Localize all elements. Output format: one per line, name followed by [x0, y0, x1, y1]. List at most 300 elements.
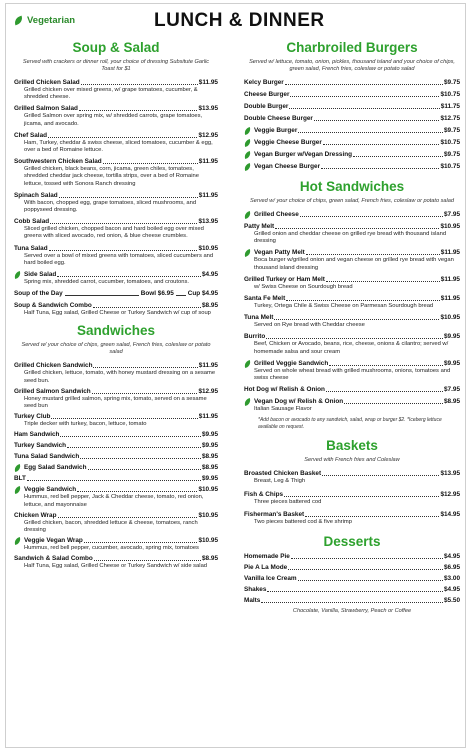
item-price: $10.95: [440, 314, 460, 322]
item-name-wrap: [244, 79, 284, 87]
item-price: $7.95: [444, 211, 460, 218]
item-price: $12.95: [198, 131, 218, 139]
leader-dots: [306, 254, 440, 255]
leader-dots: [266, 338, 443, 339]
leaf-icon: [243, 249, 252, 257]
item-name-wrap: [244, 360, 328, 368]
item-name: Tuna Salad Sandwich: [14, 453, 80, 461]
item-price: $10.95: [198, 511, 218, 519]
leader-dots: [267, 591, 443, 592]
leaf-icon: [243, 211, 252, 219]
menu-item: [244, 511, 460, 526]
item-price: $12.75: [440, 115, 460, 122]
leader-dots: [88, 469, 202, 470]
item-name-wrap: [244, 564, 287, 572]
item-name: Grilled Chicken Salad: [14, 79, 80, 86]
item-description: Served on whole wheat bread with grilled mushrooms, onions, tomatoes and swiss cheese: [254, 367, 451, 382]
section-soup-salad: [14, 40, 218, 317]
leader-dots: [290, 96, 439, 97]
section-desserts: [244, 534, 460, 615]
item-name-wrap: [14, 512, 57, 520]
menu-item: [244, 491, 460, 506]
item-price: $8.95: [202, 555, 218, 563]
item-price: $8.95: [202, 453, 218, 461]
menu-item: [14, 79, 218, 101]
item-description: Served on Rye bread with Cheddar cheese: [254, 322, 365, 329]
menu-item: [14, 475, 218, 483]
menu-item: [14, 464, 218, 472]
item-name-wrap: [14, 218, 49, 226]
item-description: With bacon, chopped egg, grape tomatoes, sliced mushrooms, and poppyseed dressing.: [24, 199, 197, 214]
menu-item: [244, 295, 460, 310]
leader-dots: [344, 403, 443, 404]
item-description: Italian Sausage Flavor: [254, 406, 312, 413]
item-name-wrap: [14, 192, 58, 200]
menu-item: [14, 271, 218, 286]
item-name-wrap: [244, 211, 299, 219]
item-description: Sliced grilled chicken, chopped bacon and hard boiled egg over mixed greens with sliced avocado, red onion, & blue cheese crumbles.: [24, 226, 204, 240]
section-burgers: [244, 40, 460, 171]
item-price: $11.95: [198, 362, 218, 370]
menu-item: [244, 470, 460, 485]
item-description: Half Tuna, Egg salad, Grilled Cheese or Turkey Sandwich w/ side salad: [24, 563, 208, 570]
item-price: $9.95: [202, 431, 218, 439]
item-price: $6.95: [444, 564, 460, 572]
item-name-wrap: [244, 127, 297, 135]
item-name-wrap: [14, 442, 66, 450]
leaf-icon: [13, 16, 24, 26]
menu-item: [244, 151, 460, 159]
leaf-icon: [243, 360, 252, 368]
bowl-label: Bowl: [140, 290, 156, 298]
item-name-wrap: [244, 491, 283, 499]
leaf-icon: [243, 398, 252, 406]
item-description: Grilled chicken, black beans, corn, jicama, green chiles, tomatoes, shredded cheddar jack cheese, tortilla strips, over a bed of Romaine lettuce, tossed with Sonora Ranch dressing: [24, 166, 199, 187]
item-name: Chicken Wrap: [14, 511, 57, 519]
leader-dots: [67, 447, 201, 448]
menu-item: [244, 115, 460, 123]
menu-item: [244, 586, 460, 594]
vegetarian-legend-label: Vegetarian: [27, 15, 76, 26]
leader-dots: [92, 393, 198, 394]
item-price: $5.50: [444, 597, 460, 605]
leader-dots: [81, 84, 198, 85]
item-name-wrap: [14, 537, 83, 545]
section-title: Hot Sandwiches: [299, 179, 405, 194]
item-name: Grilled Chicken Sandwich: [14, 362, 93, 370]
item-name-wrap: [244, 115, 313, 123]
item-price: $9.75: [444, 127, 460, 134]
leader-dots: [57, 276, 201, 277]
item-price: $11.95: [198, 79, 218, 86]
footnote: *Add bacon or avocado to any sandwich, salad, wrap or burger $2. *Iceberg lettuce available on request.: [258, 417, 442, 430]
leader-dots: [286, 300, 440, 301]
item-name-wrap: [14, 132, 47, 140]
menu-item: [14, 245, 218, 267]
section-note: Served w/ your choice of chips, green salad, French fries, coleslaw or potato salad: [21, 342, 211, 356]
item-name-wrap: [14, 464, 87, 472]
menu-item: [244, 360, 460, 382]
item-name: Sandwich & Salad Combo: [14, 555, 93, 563]
item-price: $12.95: [198, 387, 218, 395]
item-name: Southwestern Chicken Salad: [14, 158, 102, 166]
item-price: $9.95: [444, 359, 460, 367]
menu-item: [244, 398, 460, 413]
item-name-wrap: [244, 575, 297, 583]
leader-dots: [322, 475, 439, 476]
item-price: $10.75: [440, 163, 460, 170]
leader-dots: [285, 84, 443, 85]
item-description: Half Tuna, Egg salad, Grilled Cheese or Turkey Sandwich w/ cup of soup: [24, 310, 211, 317]
item-name-wrap: [244, 398, 343, 406]
item-name: Shakes: [244, 586, 267, 594]
section-note: Served w/ lettuce, tomato, onion, pickles, thousand island and your choice of chips, green salad, French fries, coleslaw or potato salad: [249, 59, 455, 72]
item-name: Vegan Cheese Burger: [254, 163, 321, 170]
section-sandwiches: [14, 323, 218, 570]
menu-item: [14, 431, 218, 439]
item-name-wrap: [244, 139, 322, 147]
item-name-wrap: [14, 105, 78, 113]
item-price: $8.95: [444, 398, 460, 406]
menu-item: [244, 127, 460, 135]
item-name: Ham Sandwich: [14, 431, 60, 439]
leader-dots: [49, 250, 198, 251]
item-name: Veggie Cheese Burger: [254, 139, 322, 146]
item-description: Grilled onion and cheddar cheese on grilled rye bread with thousand island dressing: [254, 231, 447, 245]
soup-of-day: [14, 290, 218, 298]
item-name: Burrito: [244, 333, 266, 341]
item-price: $7.95: [444, 386, 460, 394]
leader-dots: [298, 580, 443, 581]
item-description: Grilled chicken, lettuce, tomato, with honey mustard dressing on a sesame seed bun.: [24, 370, 216, 384]
item-name-wrap: [244, 333, 265, 341]
item-name: Homemade Pie: [244, 553, 290, 561]
item-name: Veggie Sandwich: [24, 486, 77, 494]
leader-dots: [93, 367, 197, 368]
leaf-icon: [243, 151, 252, 159]
item-name-wrap: [244, 276, 325, 284]
leader-dots: [58, 517, 198, 518]
section-hot-sandwiches: [244, 179, 460, 430]
item-name-wrap: [244, 511, 304, 519]
item-name-wrap: [244, 103, 288, 111]
menu-item: [14, 362, 218, 384]
item-description: Turkey, Ortega Chile & Swiss Cheese on Parmesan Sourdough bread: [254, 303, 434, 310]
item-name: Cheese Burger: [244, 91, 290, 98]
item-description: Grilled chicken over mixed greens, w/ grape tomatoes, cucumber, & shredded cheese.: [24, 87, 198, 101]
menu-item: [14, 192, 218, 214]
item-name-wrap: [244, 91, 289, 99]
menu-item: [244, 553, 460, 561]
item-name: Fish & Chips: [244, 490, 284, 498]
item-name: BLT: [14, 475, 26, 483]
item-description: Breast, Leg & Thigh: [254, 478, 306, 485]
item-name: Grilled Veggie Sandwich: [254, 359, 329, 367]
item-name: Grilled Cheese: [254, 211, 299, 218]
leader-dots: [298, 132, 443, 133]
section-title: Baskets: [326, 438, 378, 454]
item-price: $14.95: [440, 510, 460, 518]
section-note: Served with French fries and Coleslaw: [304, 457, 400, 464]
item-name: Double Burger: [244, 103, 289, 110]
item-price: $10.95: [198, 537, 218, 545]
menu-item: [244, 386, 460, 394]
item-name: Patty Melt: [244, 223, 275, 230]
item-price: $4.95: [444, 553, 460, 561]
item-price: $11.95: [198, 158, 218, 166]
item-name-wrap: [14, 453, 79, 461]
menu-item: [14, 218, 218, 240]
item-name-wrap: [244, 223, 274, 231]
item-name: Grilled Salmon Salad: [14, 105, 78, 113]
item-name: Vegan Dog w/ Relish & Onion: [254, 398, 344, 406]
menu-item: [244, 597, 460, 605]
item-name-wrap: [14, 158, 102, 166]
item-name: Grilled Salmon Sandwich: [14, 387, 91, 395]
menu-item: [244, 91, 460, 99]
item-price: $11.95: [198, 413, 218, 421]
item-name: Soup & Sandwich Combo: [14, 302, 92, 310]
leader-dots: [288, 569, 443, 570]
item-description: Beef, Chicken or Avocado, beans, rice, cheese, onions & cilantro; served w/ homemade salsa and sour cream: [254, 341, 449, 355]
item-name: Tuna Salad: [14, 244, 48, 252]
item-name: Vanilla Ice Cream: [244, 575, 297, 583]
leader-dots: [323, 144, 440, 145]
item-name: Turkey Club: [14, 413, 51, 421]
menu-item: [14, 105, 218, 127]
item-price: $8.95: [202, 464, 218, 472]
leader-dots: [48, 137, 197, 138]
item-price: $11.75: [440, 103, 460, 110]
leader-dots: [84, 542, 198, 543]
leader-dots: [291, 558, 443, 559]
menu-page: [5, 3, 466, 748]
item-description: Three pieces battered cod: [254, 498, 322, 505]
menu-item: [14, 388, 218, 410]
menu-item: [244, 276, 460, 291]
item-price: $9.95: [444, 333, 460, 341]
item-name: Grilled Turkey or Ham Melt: [244, 275, 325, 283]
item-name: Malts: [244, 597, 261, 605]
leaf-icon: [13, 271, 22, 279]
leader-dots: [275, 228, 439, 229]
item-name-wrap: [244, 163, 320, 171]
item-description: Grilled chicken, bacon, shredded lettuce & cheese, tomatoes, ranch dressing: [24, 519, 198, 534]
section-title: Charbroiled Burgers: [286, 40, 418, 55]
item-name: Broasted Chicken Basket: [244, 470, 322, 478]
leader-dots: [305, 516, 439, 517]
item-price: $13.95: [440, 470, 460, 478]
item-name-wrap: [244, 553, 290, 561]
menu-item: [14, 302, 218, 317]
item-price: $4.95: [202, 271, 218, 279]
item-price: $9.95: [202, 475, 218, 483]
item-price: $9.75: [444, 151, 460, 158]
item-name-wrap: [14, 431, 59, 439]
page-title: LUNCH & DINNER: [154, 10, 325, 31]
menu-item: [244, 249, 460, 271]
menu-item: [244, 575, 460, 583]
menu-item: [244, 139, 460, 147]
left-column: [14, 40, 218, 574]
bowl-price: $6.95: [157, 290, 174, 298]
menu-item: [14, 413, 218, 428]
item-description: Honey mustard grilled salmon, spring mix, tomato, served on a sesame seed bun: [24, 395, 207, 410]
item-price: $3.00: [444, 575, 460, 583]
section-baskets: [244, 438, 460, 526]
cup-price: $4.95: [202, 290, 218, 298]
section-title: Desserts: [323, 534, 381, 550]
item-name: Vegan Patty Melt: [254, 249, 305, 257]
item-name: Cobb Salad: [14, 218, 50, 226]
item-description: Two pieces battered cod & five shrimp: [254, 518, 352, 525]
menu-item: [14, 453, 218, 461]
menu-item: [14, 132, 218, 154]
item-description: w/ Swiss Cheese on Sourdough bread: [254, 283, 353, 290]
item-description: Grilled Salmon over spring mix, w/ shredded carrots, grape tomatoes, jicama, and avocado.: [24, 113, 203, 127]
item-description: Hummus, red bell pepper, Jack & Cheddar cheese, tomato, red onion, lettuce, and mayonnaise: [24, 494, 204, 508]
menu-item: [14, 158, 218, 188]
item-name-wrap: [244, 586, 266, 594]
item-name: Santa Fe Melt: [244, 295, 286, 303]
leaf-icon: [243, 163, 252, 171]
menu-item: [14, 537, 218, 552]
leaf-icon: [243, 139, 252, 147]
item-name-wrap: [244, 151, 352, 159]
item-name: Tuna Melt: [244, 314, 274, 322]
item-price: $10.75: [440, 139, 460, 146]
item-name: Chef Salad: [14, 131, 48, 139]
item-name: Fisherman's Basket: [244, 510, 305, 518]
item-name-wrap: [14, 79, 80, 87]
leader-dots: [261, 602, 443, 603]
menu-item: [244, 211, 460, 219]
leader-dots: [77, 491, 197, 492]
menu-item: [244, 163, 460, 171]
leader-dots: [326, 281, 440, 282]
item-name-wrap: [14, 475, 26, 483]
item-price: $11.95: [440, 275, 460, 283]
item-name-wrap: [14, 388, 91, 396]
dessert-flavors: Chocolate, Vanilla, Strawberry, Peach or Coffee: [292, 608, 412, 615]
item-description: Spring mix, shredded carrot, cucumber, tomatoes, and croutons.: [24, 279, 189, 286]
item-price: $11.95: [440, 295, 460, 303]
section-title: Soup & Salad: [72, 40, 160, 55]
menu-item: [244, 564, 460, 572]
leader-dots: [59, 197, 198, 198]
item-description: Boca burger w/grilled onion and vegan cheese on grilled rye bread with vegan thousand island dressing: [254, 257, 454, 271]
item-name: Egg Salad Sandwich: [24, 464, 87, 472]
item-price: $4.95: [444, 586, 460, 594]
leader-dots: [329, 365, 443, 366]
menu-item: [14, 442, 218, 450]
section-note: Served w/ your choice of chips, green salad, French fries, coleslaw or potato salad: [250, 198, 454, 204]
leader-dots: [103, 163, 198, 164]
item-name-wrap: [244, 295, 285, 303]
item-name-wrap: [244, 386, 325, 394]
leader-dots: [274, 319, 439, 320]
leaf-icon: [13, 486, 22, 494]
leader-dots: [80, 458, 201, 459]
item-name: Veggie Burger: [254, 127, 298, 134]
item-price: $13.95: [198, 105, 218, 113]
item-name-wrap: [244, 470, 321, 478]
leader-dots: [94, 560, 201, 561]
item-name: Kelcy Burger: [244, 79, 284, 86]
item-name-wrap: [14, 245, 48, 253]
item-price: $10.95: [198, 486, 218, 494]
leader-dots: [289, 108, 439, 109]
item-name: Double Cheese Burger: [244, 115, 313, 122]
item-name-wrap: [14, 362, 92, 370]
item-price: $12.95: [440, 490, 460, 498]
item-price: $11.95: [198, 191, 218, 199]
right-column: [244, 40, 460, 621]
vegetarian-legend: [14, 15, 75, 26]
item-description: Ham, Turkey, cheddar & swiss cheese, sliced tomatoes, cucumber & egg, over a bed of Romaine lettuce.: [24, 139, 213, 154]
leader-dots: [321, 168, 439, 169]
leader-dots: [314, 120, 440, 121]
item-description: Hummus, red bell pepper, cucumber, avocado, spring mix, tomatoes: [24, 545, 199, 552]
cup-label: Cup: [187, 290, 201, 298]
item-price: $13.95: [198, 218, 218, 226]
item-name: Pie A La Mode: [244, 564, 288, 572]
item-price: $10.95: [198, 244, 218, 252]
item-name-wrap: [14, 486, 76, 494]
menu-item: [14, 555, 218, 570]
item-price: $11.95: [440, 249, 460, 257]
leader-dots: [300, 216, 443, 217]
menu-item: [14, 512, 218, 534]
leader-dots: [284, 496, 439, 497]
menu-item: [244, 223, 460, 245]
item-description: Triple decker with turkey, bacon, lettuce, tomato: [24, 421, 147, 428]
leader-dots: [27, 480, 201, 481]
menu-item: [244, 103, 460, 111]
leaf-icon: [13, 464, 22, 472]
leader-dots: [353, 156, 443, 157]
menu-header: [6, 10, 465, 34]
item-name: Vegan Burger w/Vegan Dressing: [254, 151, 353, 158]
menu-item: [14, 486, 218, 508]
item-name: Soup of the Day: [14, 290, 63, 298]
leader-dots: [79, 110, 198, 111]
leader-dots: [51, 418, 197, 419]
menu-item: [244, 314, 460, 329]
leaf-icon: [243, 127, 252, 135]
leader-dots: [50, 223, 197, 224]
section-title: Sandwiches: [76, 323, 156, 339]
item-name-wrap: [244, 249, 305, 257]
menu-item: [244, 333, 460, 355]
item-name-wrap: [14, 555, 93, 563]
item-name-wrap: [14, 271, 56, 279]
section-note: Served with crackers or dinner roll, your choice of dressing Subsitute Garlic Toast for $1: [22, 59, 210, 72]
item-name: Hot Dog w/ Relish & Onion: [244, 386, 325, 394]
item-name: Side Salad: [24, 271, 57, 279]
item-price: $9.95: [202, 442, 218, 450]
item-price: $10.95: [440, 223, 460, 230]
item-name-wrap: [244, 597, 260, 605]
menu-item: [244, 79, 460, 87]
leader-dots: [326, 391, 443, 392]
item-price: $8.95: [202, 302, 218, 310]
item-price: $10.75: [440, 91, 460, 98]
leader-dots: [60, 436, 201, 437]
item-name-wrap: [14, 413, 50, 421]
leaf-icon: [13, 537, 22, 545]
item-name: Turkey Sandwich: [14, 442, 67, 450]
